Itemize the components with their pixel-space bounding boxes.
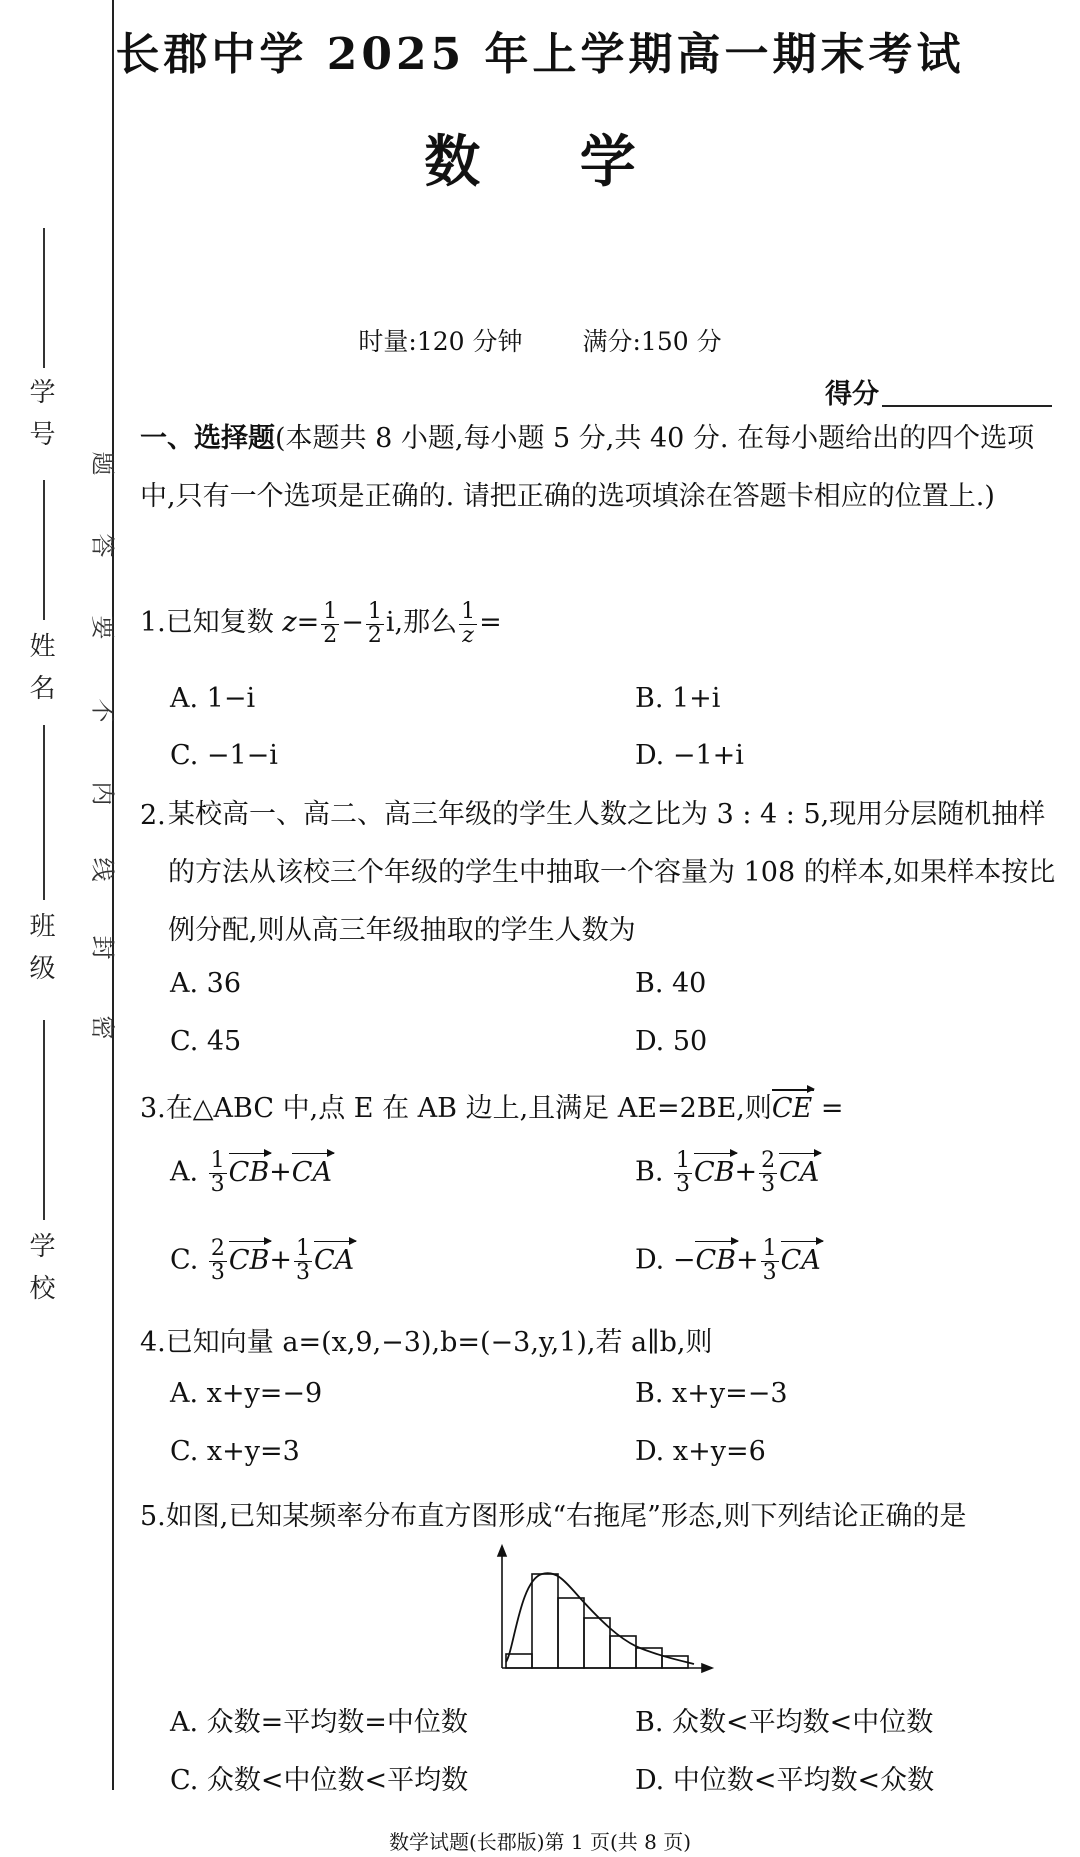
- question-3: 3.在△ABC 中,点 E 在 AB 边上,且满足 AE=2BE,则CE =: [140, 1093, 844, 1124]
- question-text: ,那么: [394, 607, 458, 638]
- question-number: 3.: [140, 1093, 166, 1124]
- histogram-bar: [532, 1574, 558, 1668]
- question-1: 1.已知复数 z= $\frac{1}{2}$ − $\frac{1}{2}$ i,那么 $\frac{1}{z}$ =: [140, 598, 502, 648]
- question-text: 在△ABC 中,点 E 在 AB 边上,且满足 AE=2BE,则: [165, 1093, 772, 1124]
- option-b: B. 众数<平均数<中位数: [635, 1707, 934, 1738]
- option-d: D. 50: [635, 1026, 708, 1057]
- class-label: 班 级: [25, 912, 55, 985]
- question-text: 已知向量 a=(x,9,−3),b=(−3,y,1),若 a∥b,则: [165, 1327, 713, 1358]
- option-a: A. $\frac{1}{3}$ CB+CA: [170, 1148, 332, 1197]
- question-5: [140, 1494, 967, 1533]
- y-axis-arrow: [498, 1546, 506, 1556]
- option-d: D. −1+i: [635, 740, 744, 771]
- histogram-bar: [506, 1654, 532, 1668]
- seal-char: 要: [88, 615, 117, 640]
- seal-char: 题: [88, 451, 117, 476]
- question-text: 如图,已知某频率分布直方图形成“右拖尾”形态,则下列结论正确的是: [165, 1501, 967, 1532]
- question-number: 5.: [140, 1501, 166, 1532]
- option-c: C. $\frac{2}{3}$ CB+ $\frac{1}{3}$ CA: [170, 1236, 355, 1285]
- page-footer: 数学试题(长郡版)第 1 页(共 8 页): [388, 1830, 692, 1854]
- histogram-bar: [558, 1598, 584, 1668]
- school-blank: [43, 1020, 45, 1220]
- option-b: B. 1+i: [635, 683, 721, 714]
- histogram-bar: [610, 1636, 636, 1668]
- seal-char: 不: [88, 698, 117, 723]
- name-label: 姓 名: [25, 632, 55, 705]
- section-title: 一、选择题: [140, 423, 275, 454]
- density-curve: [506, 1573, 694, 1664]
- option-a: A. 众数=平均数=中位数: [170, 1707, 468, 1738]
- option-b: B. x+y=−3: [635, 1378, 788, 1409]
- option-c: C. 众数<中位数<平均数: [170, 1765, 469, 1796]
- option-c: C. 45: [170, 1026, 242, 1057]
- score-label: 得分: [825, 379, 879, 410]
- time-limit: 时量:120 分钟: [358, 327, 523, 356]
- question-number: 4.: [140, 1327, 166, 1358]
- histogram-figure: [490, 1540, 720, 1680]
- full-score: 满分:150 分: [582, 327, 722, 356]
- option-b: B. 40: [635, 968, 707, 999]
- seal-char: 答: [88, 533, 117, 558]
- seal-char: 内: [88, 781, 117, 806]
- option-c: C. x+y=3: [170, 1436, 300, 1467]
- question-number: 1.: [140, 607, 166, 638]
- question-text: 已知复数: [165, 607, 274, 638]
- subject-title: 数 学: [424, 129, 676, 195]
- option-d: D. −CB+ $\frac{1}{3}$ CA: [635, 1236, 821, 1285]
- seal-char: 密: [88, 1015, 117, 1040]
- option-a: A. x+y=−9: [170, 1378, 323, 1409]
- section-instruction-text: (本题共 8 小题,每小题 5 分,共 40 分. 在每小题给出的四个选项中,只有一个选项是正确的. 请把正确的选项填涂在答题卡相应的位置上.): [140, 423, 1035, 512]
- option-d: D. 中位数<平均数<众数: [635, 1765, 935, 1796]
- exam-title: 长郡中学 2025 年上学期高一期末考试: [115, 29, 965, 80]
- option-b: B. $\frac{1}{3}$ CB+ $\frac{2}{3}$ CA: [635, 1148, 820, 1197]
- exam-info: [0, 322, 1080, 358]
- binding-line: [112, 0, 114, 1790]
- option-d: D. x+y=6: [635, 1436, 766, 1467]
- score-blank: [882, 405, 1052, 407]
- section-instructions: [140, 410, 1060, 526]
- seal-char: 线: [88, 857, 117, 882]
- question-2-text: 某校高一、高二、高三年级的学生人数之比为 3 : 4 : 5,现用分层随机抽样的方法从该校三个年级的学生中抽取一个容量为 108 的样本,如果样本按比例分配,则从高三年级抽取的学生人数为: [168, 799, 1056, 946]
- question-4: [140, 1320, 712, 1359]
- name-blank: [43, 480, 45, 620]
- option-a: A. 1−i: [170, 683, 256, 714]
- question-number: 2.: [140, 800, 166, 831]
- x-axis-arrow: [702, 1664, 712, 1672]
- class-blank: [43, 725, 45, 900]
- option-c: C. −1−i: [170, 740, 278, 771]
- seal-char: 封: [88, 935, 117, 960]
- option-a: A. 36: [170, 968, 242, 999]
- student-id-label: 学 号: [25, 378, 55, 451]
- school-label: 学 校: [25, 1232, 55, 1305]
